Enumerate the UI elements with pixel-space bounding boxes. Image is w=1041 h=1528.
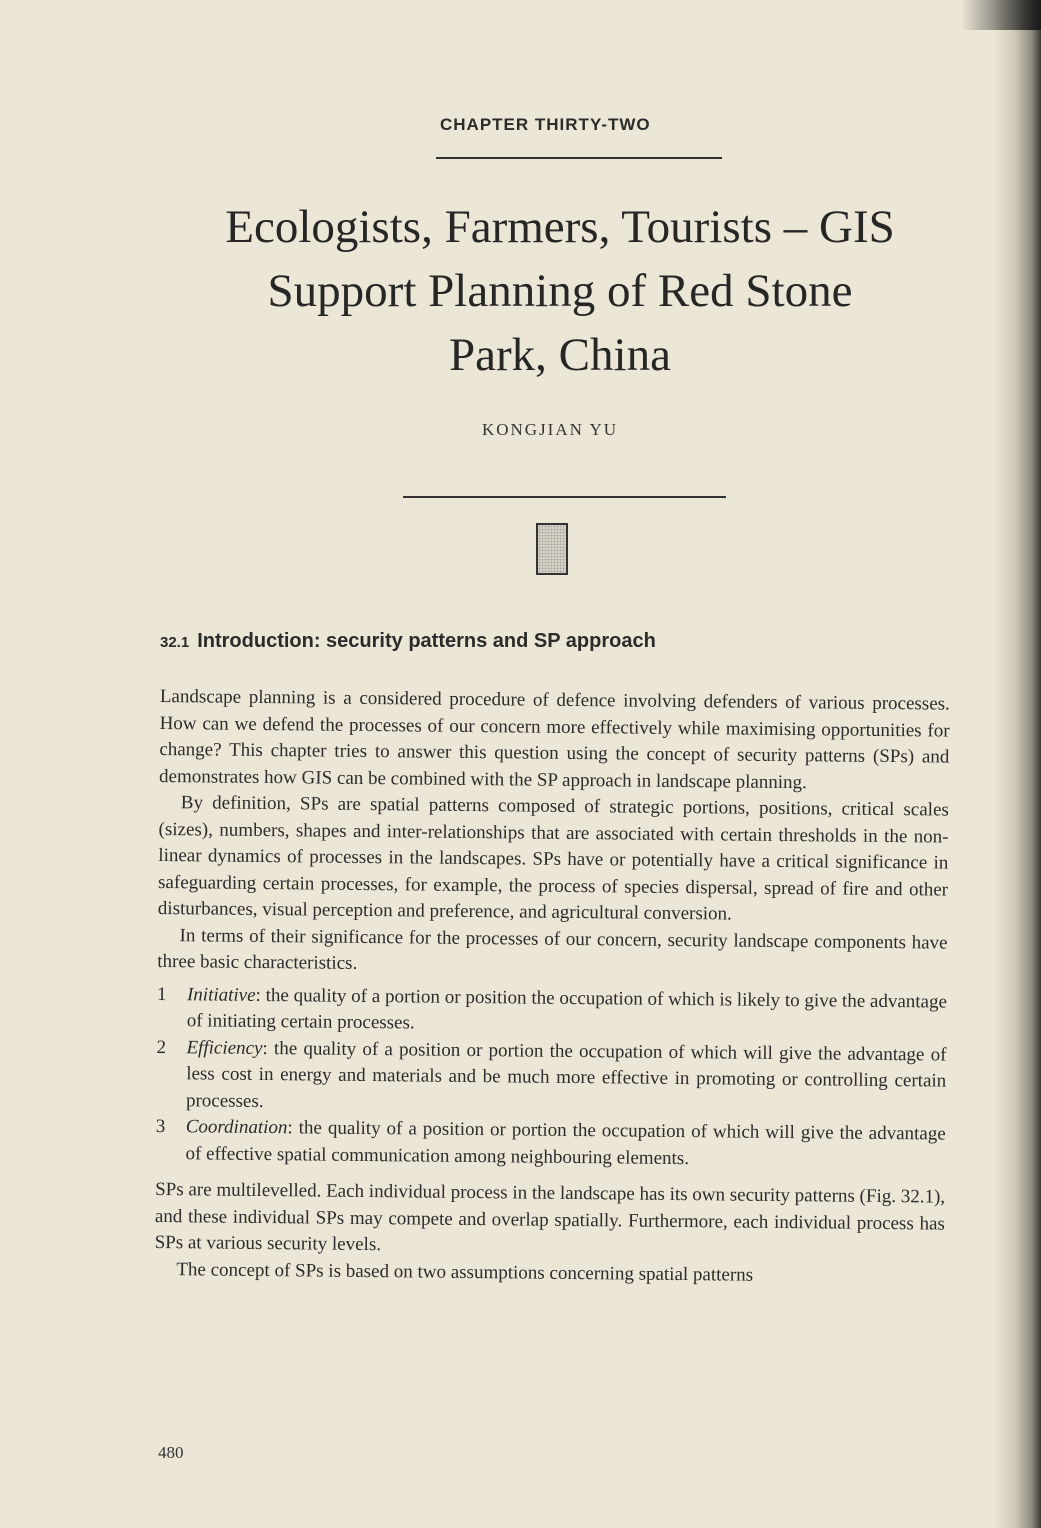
paragraph: The concept of SPs is based on two assumptions concerning spatial patterns: [176, 1258, 754, 1286]
paragraph: Landscape planning is a considered procedure of defence involving defenders of various processes. How can we defend the processes of our concern more effectively while maximising opportunities for change? This chapter tries to answer this question using the concept of security patterns (SPs) and demonstrates how GIS can be combined with the SP approach in landscape planning.: [159, 685, 950, 793]
section-heading: [160, 630, 950, 653]
list-number: 1: [156, 983, 167, 1005]
list-term: Efficiency: [186, 1036, 263, 1059]
chapter-emblem-icon: [536, 523, 568, 575]
section-title: Introduction: security patterns and SP approach: [197, 630, 656, 652]
list-item: [155, 1114, 945, 1175]
title-line-1: Ecologists, Farmers, Tourists – GIS: [225, 201, 895, 253]
title-line-3: Park, China: [449, 329, 671, 381]
paragraph: SPs are multilevelled. Each individual process in the landscape has its own security patterns (Fig. 32.1), and these individual SPs may compete and overlap spatially. Furthermore, each individual process has SPs at various security levels.: [154, 1178, 946, 1256]
list-term: Initiative: [186, 983, 256, 1006]
list-item: [157, 981, 947, 1042]
page-edge-shadow: [993, 0, 1041, 1528]
list-text: : the quality of a position or portion the occupation of which will give the advantage of effective spatial communication among neighbouring elements.: [185, 1117, 946, 1169]
list-number: 2: [156, 1036, 167, 1058]
chapter-label: CHAPTER THIRTY-TWO: [440, 115, 651, 134]
body-text: [154, 684, 950, 1291]
list-term: Coordination: [185, 1116, 288, 1139]
chapter-rule: [436, 157, 722, 159]
paragraph: By definition, SPs are spatial patterns composed of strategic portions, positions, critical scales (sizes), numbers, shapes and inter-relationships that are associated with certain thresholds in the non-linear dynamics of processes in the landscapes. SPs have or potentially have a critical significance in safeguarding certain processes, for example, the process of species dispersal, spread of fire and other disturbances, visual perception and preference, and agricultural conversion.: [157, 792, 949, 925]
list-text: : the quality of a position or portion the occupation of which will give the advantage of less cost in energy and materials and be much more effective in promoting or controlling certain processes.: [185, 1037, 947, 1112]
page-number: 480: [158, 1443, 184, 1462]
title-line-2: Support Planning of Red Stone: [267, 265, 853, 317]
author-rule: [403, 496, 726, 498]
paragraph: In terms of their significance for the processes of our concern, security landscape components have three basic characteristics.: [157, 924, 948, 974]
characteristics-list: [155, 981, 947, 1174]
list-text: : the quality of a portion or position the occupation of which is likely to give the advantage of initiating certain processes.: [186, 984, 948, 1034]
chapter-title: [160, 195, 960, 387]
author-name: KONGJIAN YU: [481, 420, 619, 439]
section-number: 32.1: [160, 634, 190, 651]
list-item: [156, 1034, 947, 1121]
list-number: 3: [155, 1115, 166, 1138]
corner-shadow: [961, 0, 1041, 30]
